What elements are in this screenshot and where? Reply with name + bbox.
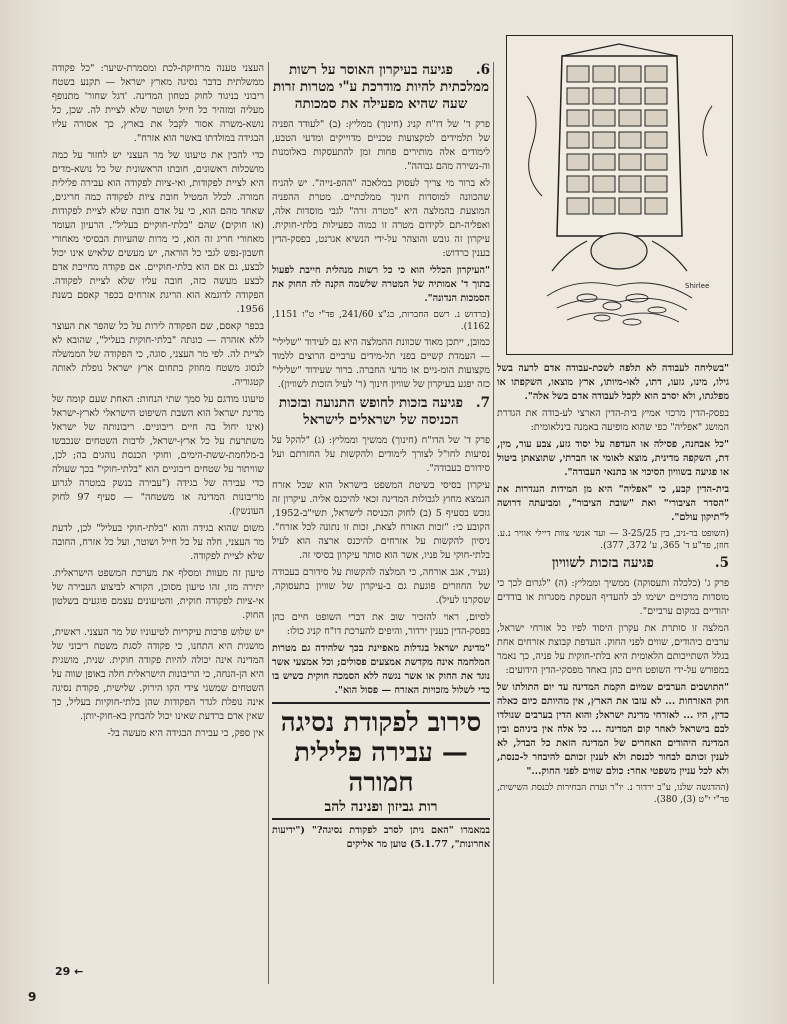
paragraph: טיעונו מודגם על סמך שתי הנחות: האחת שעם קומה של מדינת ישראל הוא השבת השיפוט הישראלי לארץ-ישראל (אינו יחול בה חיים ריבוניים. ריבונותה של ישראל משתרעת על כל ארץ-ישראל, לרבות השטחים שנכבשו ב-מלחמת-ששת-הימים, וחוקי הכנסת נוהגים בה; לכן, שוויתור על שטחים ריבוניים הוא "בלתי-חוקי" בכך שעולה כדי עבירה של בגידה ("עבירה בנשק במטרה לגרוע מריבונות המדינה או משטחה" — סעיף 97 לחוק העונשין).: [52, 394, 264, 517]
paragraph: עיקרון בסיסי בשיטת המשפט בישראל הוא שכל אזרח הנמצא מחוץ לגבולות המדינה זכאי להיכנס אליה. עיקרון זה גובש בסעיף 5 (ב) לחוק הכניסה לישראל, תשי"ב-1952, הקובע כי: "זכות האזרח לצאת, זכות זו נתונה לכל אזרח". ניסיון להקשות על אזרחים להיכנס ארצה הוא לעיל בלתי-חוקי על פניו, אשר הוא סותר עיקרון בסיסי זה.: [272, 480, 490, 561]
paragraph: טיעון זה מעוות ומסלף את מערכת המשפט הישראלית. יתירה מזו, זהו טיעון מסוכן, הקורא לביצוע העבירה של אי-ציות לפקודה חוקית, והטיעונים עצמם פוגעים בשלטון החוק.: [52, 568, 264, 621]
section-title: פגיעה בזכות לשוויון: [551, 555, 654, 571]
continued-reference: 29 ←: [55, 965, 84, 978]
quote: "כל אבחנה, פסילה או העדפה על יסוד גזע, צבע עור, מין, דת, השקפה מדינית, מוצא לאומי או חברתי, שתוצאתן ביטול או פגיעה בשוויון הסיכוי או בתנאי העבודה".: [497, 439, 729, 478]
paragraph: בית-הדין קבע, כי "אפליה" היא מן המידות הנגדרות את "הסדר הציבורי" ואת "שובת הציבור", ומביעתה דרושה ל"תיקון עולם".: [497, 484, 729, 523]
section-number: 5.: [714, 555, 729, 571]
page-number: 9: [28, 990, 37, 1004]
citation: (כרדוש נ. רשם החברות, בג"צ 241/60, פד"י ט"ו 1151, 1162).: [272, 310, 490, 332]
paragraph: (נעיר, אגב אורחה, כי המלצה להקשות על סידורם בעבודה של החוזרים פוגעת גם ב-עיקרון של שוויון בתעסוקה, שסקרנו לעיל).: [272, 567, 490, 606]
divider: [272, 702, 490, 704]
middle-column: [272, 62, 490, 984]
paragraph: פרק ד' של דו"ח קניג (חינוך) ממליץ: (ב) "לעודד הפניה של תלמידים למקצועות טכניים מדוייקים ומדעי הטבע, לימודים אלה מותירים פחות זמן להתעסקות באלומנות וה-נשירה מהם גבוהה".: [272, 119, 490, 172]
paragraph: בפסק-הדין מרכזי אמיץ בית-הדין הארצי לע-בודה את הגדרת המושג "אפליה" כפי שהוא מופיעה באמנה בינלאומית:: [497, 408, 729, 433]
left-column: [52, 62, 264, 984]
quote: "מדינת ישראל בגדלות מאפיינת בכך שלהידה גם מטרות המלחמה אינה מקדשת אמצעים פסולים; וכל אמצעי אשר נוגד את החוק או אשר נגשה ללא הסמכה חוקית כשיש בו כדי לשלול מזכויות האזרח — פסול הוא".: [272, 643, 490, 696]
column-divider: [493, 62, 494, 984]
article-byline: רות גביזון ופנינה להב: [324, 799, 438, 815]
paragraph: פרק ג' (כלכלה ותעסוקה) ממשיך וממליץ: (ה) "לגרום לכך כי מוסדות מרכזיים ישימו לב להעדיף העסקת מסגרות או בודדים יהודיים במקום ערביים".: [497, 578, 729, 617]
cartoon-drawing: [507, 36, 732, 354]
paragraph: בכפר קאסם, שם הפקודה לירות על כל שהפר את העוצר ללא אזהרה — כונתה "בלתי-חוקית בעליל", שהובא לא לציית לה. לפי מר העצני, סוגה, כי הפקודה של הממשלה לנסוג משטח מחוזק בתחום ארץ ישראל נופלת לאותה קטגוריה.: [52, 321, 264, 388]
article-title: סירוב לפקודת נסיגה — עבירה פלילית חמורה: [280, 708, 482, 798]
paragraph: משום שהוא בגידה והוא "בלתי-חוקי בעליל" לכן, לדעת מר העצני, חלה על כל חייל ושוטר, ועל כל אזרח, החובה שלא לציית לפקודה.: [52, 523, 264, 562]
article-intro: במאמרו "האם ניתן לסרב לפקודת נסיגה?" ("ידיעות אחרונות", 5.1.77) טוען מר אליקים: [272, 825, 490, 850]
section-heading: [272, 62, 490, 113]
right-column: [497, 362, 729, 990]
paragraph: המלצה זו סותרת את עקרון היסוד לפיו כל אזרחי ישראל, ערבים כיהודים, שווים לפני החוק. העדפת קבוצת אזרחים אחת בגלל השתייכותם הלאומית היא בלתי-חוקית על פניה, כך נאמר במפורש על-ידי השופט חיים כהן באחד מפסקי-הדין הידועים:: [497, 623, 729, 676]
section-heading: [497, 555, 729, 572]
section-number: 7.: [475, 395, 490, 411]
paragraph: לא ברור מי צריך לעסוק במלאכה "ההפ-נייה". יש להניח שהכוונה למוסדות חינוך ממלכתיים. מטרת ההפניה המוצעת בהמלצה היא "מטרה זרה" לגבי מוסדות אלה, ואפליה-תם לקידום מטרה זו כמוה כפעילות בלתי-חוקית. עיקרון זה גובש והוצהר על-ידי הנשיא אגרנט, בפסק-הדין בענין כרדוש:: [272, 178, 490, 259]
quote: "העיקרון הכללי הוא כי כל רשות מנהלית חייבת לפעול בתוך ד' אמותיה של המטרה שלשמה הקנה לה החוק את הסמכות הנדונה".: [272, 265, 490, 304]
section-title: פגיעה בעיקרון האוסר על רשות ממלכתית להיות מודרכת ע"י מטרות זרות שעה שהיא מפעילה את סמכותה: [273, 62, 489, 112]
paragraph: אין ספק, כי עבירת הבגידה היא מעשה בל-: [107, 728, 264, 739]
quote: "התושבים הערבים שמיום הקמת המדינה עד יום התולתו של חוק האזרחות ... לא עזבו את הארץ, אין מהיותם כיום כאלה כדין, היו ... לאזרחי מדינת ישראל; והוא הדין בערבים שנולדו לבם בישראל לאחר קום המדינה ... כל אלה אין ביניהם ובין המדינה היהודים האחרים של המדינה הזאת כל הבדל, לא לענין זכותם לבחור לכנסת ולא לענין זכותם להיבחר ל-כנסת, ולא לכל עניין משפטי אחר: כולם שווים לפני החוק...": [497, 682, 729, 777]
cartoon-signature: Shirlee: [685, 282, 710, 290]
editorial-cartoon: [506, 35, 733, 355]
paragraph: כדי להבין את טיעונו של מר העצני יש לחזור על כמה מושכלות ראשונים, חובתו הראשונית של כל נושא-מדים היא לציית לפקודות, ואי-ציות לפקודה הוא עבירה פלילית חמורה. לכלל המטיל חובת ציות לפקודה כמה חריגים, שאחד מהם הוא, כי על אדם חובה שלא לציית לפקודות (או חוקים) שהם "בלתי-חוקיים בעליל". הרעיון העומד מאחורי חריג זה הוא, כי מרות שהעיוות הבסיסי מאחורי חשבון-נפש לגבי כל הוראה, יש מעשים שלאיש אינו יכול לבצע, גם אם הוא בלתי-חוקיים. אם פקודה מחייבת אדם לבצע מעשה כזה, חובה עליו שלא לציית לפקודה. הפקודה לדוגמא הוא הריגת אזרחים בכפר קאסם בשנת 1956.: [52, 150, 264, 315]
paragraph: פרק ד' של הדו"ח (חינוך) ממשיך וממליץ: (ג) "להקל על נסיעות לחו"ל לצורך לימודים ולהקשות על החזרתם ועל סידורם בעבודה".: [272, 435, 490, 474]
citation: (השופט בר-ניב, בין 3-25/25 — ועד אנשי צוות דיילי אוויר נ.ע. חוזן, פד"ע ד' 365, ע' 372, 377).: [497, 529, 729, 551]
section-number: 6.: [475, 62, 490, 78]
paragraph: יש שלוש פרכות עיקריות לטיעוניו של מר העצני. ראשית, מושגית היא התחנו, כי פקודה לסגת משטח ריבוני של המדינה אינה יכולה להיות פקודה חוקית. שנית, מושגית היא הן-הנחה, כי הריבונות הישראלית חלה באופן שווה על השטחים שמשני צידי הקו הירוק. שלישית, פקודת נסיגה אינה נופלת לגדר הפקודות שהן בלתי-חוקיות בעליל, כך שאין אדם ברדעת שאינו יכול להבחין בא-חוק-יותן.: [52, 627, 264, 722]
paragraph: כמובן, ייתכן מאוד שכוונת ההמלצה היא גם לעידוד "שלילי" — העמדת קשיים בפני תל-מידים ערביים הרוצים ללמוד מקצועות הומ-ניים או מדעי החברה. ברור שעידוד "שלילי" כזה יפגע בעיקרון של שוויון חינוך (ר' לעיל הזכות לשוויון).: [272, 337, 490, 390]
divider: [272, 818, 490, 820]
column-divider: [268, 62, 269, 984]
section-heading: [272, 395, 490, 429]
quote: "בשליחה לעבודה לא תלפה לשכת-עבודה אדם לרעה בשל גילו, מינו, גזעו, דתו, לאו-מיותו, ארץ מוצאו, השקפתו או מפלגתו, ולא יסרב הוא לקבל לעבודה אדם בשל אלה".: [497, 363, 729, 402]
paragraph: העצני טענה מרחיקת-לכת ומסמרת-שיער: "כל פקודה ממשלתית בדבר נסיגה מארץ ישראל — תקנע בשטח ריבוני בניגוד לחוק בטחון המדינה. 'דגל שחור' מתנופף מעליה ומזהיר כל חייל ושוטר שלא לציית לה. שכן, כל נושא-משרה אסור לקבל את בארץ, כך אסורה עליו הבגידה במולדתו באשר הוא אזרח".: [52, 63, 264, 144]
section-title: פגיעה בזכות לחופש התנועה ובזכות הכניסה של ישראלים לישראל: [278, 395, 463, 428]
citation: (ההדגשה שלנו, ע"ב ירדור נ. יו"ר ועדת הבחירות לכנסת השישית, פד"י י"ט (3), 380).: [497, 783, 729, 805]
paragraph: לסיום, ראוי להזכיר שוב את דברי השופט חיים כהן בפסק-הדין בענין ירדור, והיפים להערכת דו"ח קניג כולו:: [272, 612, 490, 637]
